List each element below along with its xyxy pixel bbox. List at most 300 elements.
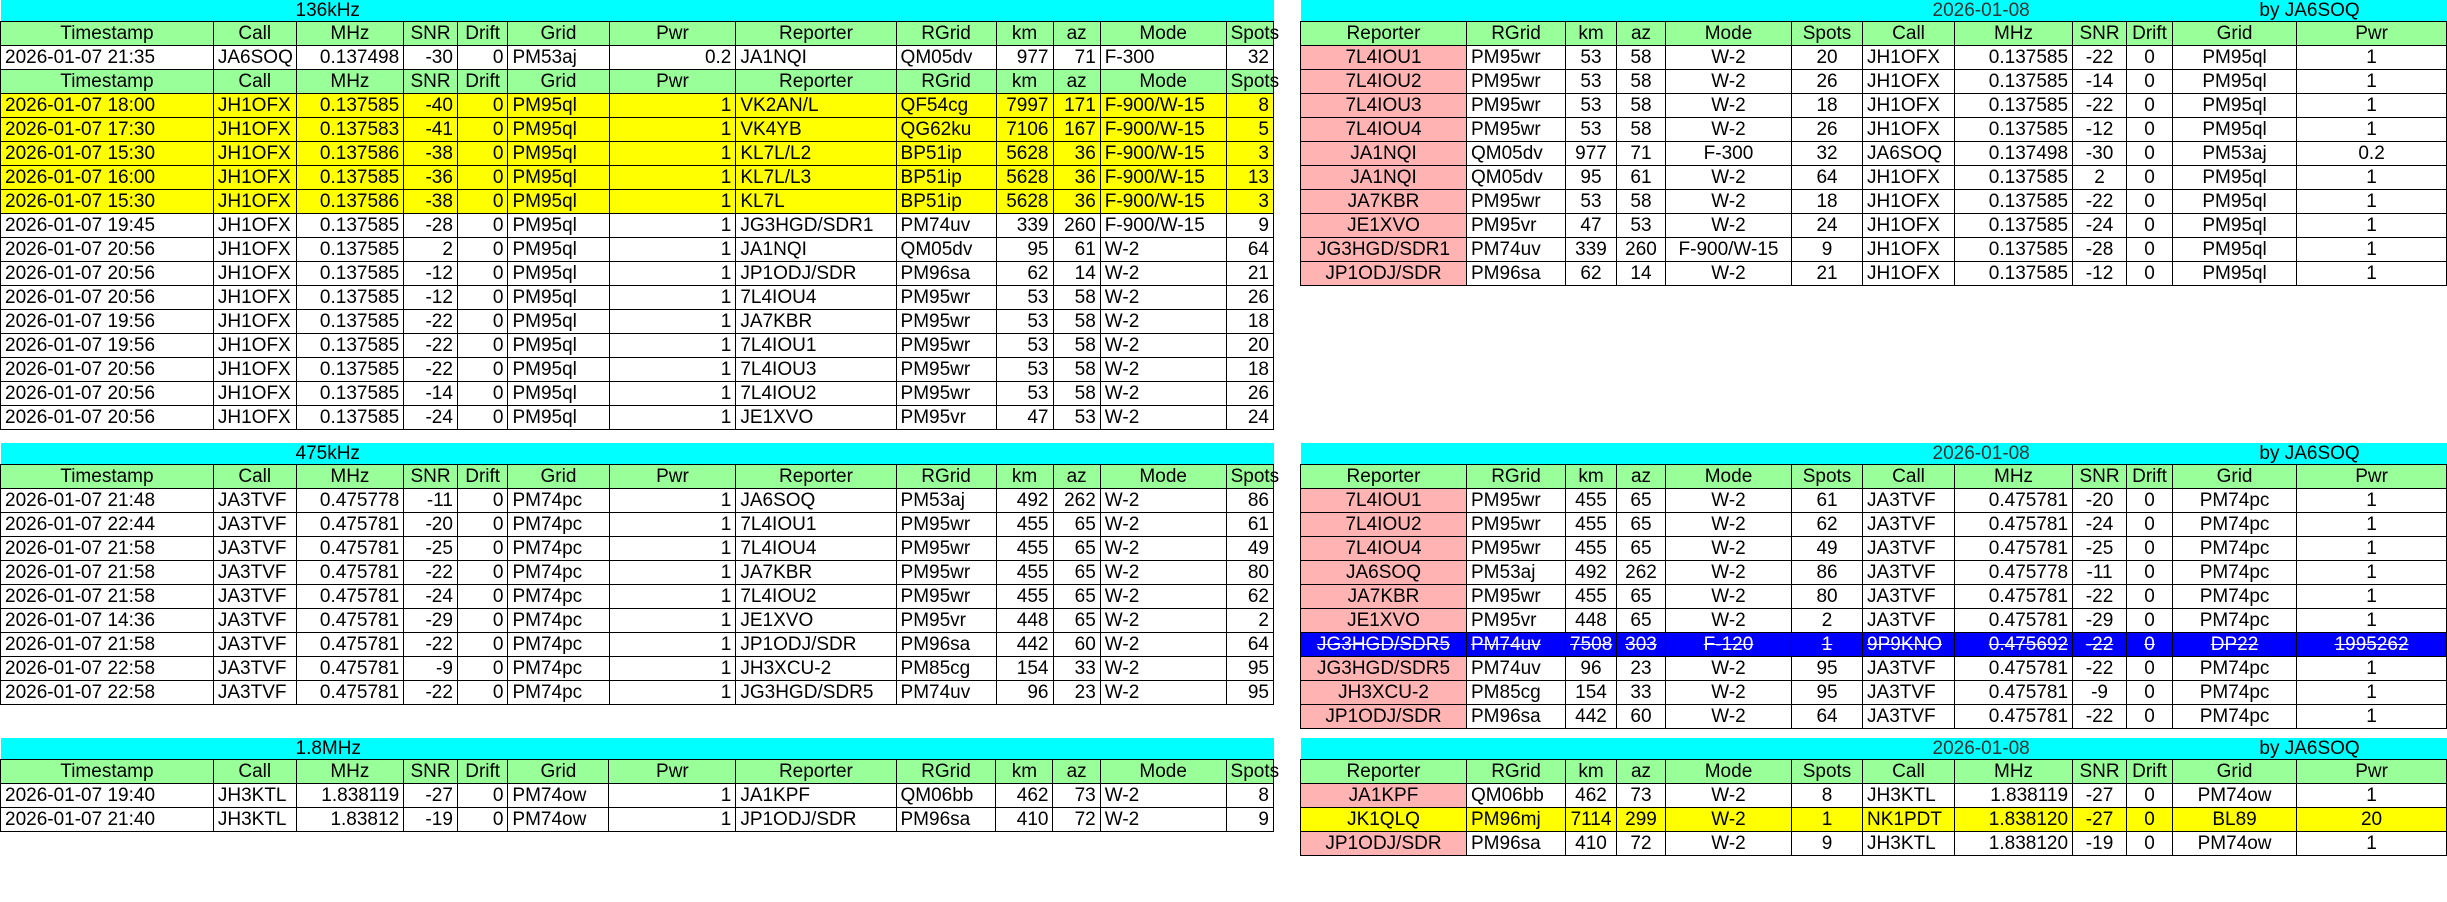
rgrid-cell: PM96mj (1467, 808, 1566, 832)
az-cell: 61 (1617, 166, 1666, 190)
mhz-cell: 0.137585 (1955, 214, 2073, 238)
az-cell: 53 (1053, 406, 1100, 430)
column-header: Grid (508, 22, 609, 46)
mode-cell: W-2 (1100, 382, 1226, 406)
drift-cell: 0 (457, 784, 508, 808)
mode-cell: W-2 (1666, 262, 1792, 286)
pwr-cell: 1 (2297, 513, 2447, 537)
spots-cell: 26 (1226, 382, 1273, 406)
reporter-cell: JA1KPF (736, 784, 896, 808)
table-row (1, 334, 1274, 358)
pwr-cell: 0.2 (609, 46, 736, 70)
drift-cell: 0 (457, 118, 508, 142)
drift-cell: 0 (2127, 808, 2173, 832)
snr-cell: -22 (404, 358, 458, 382)
spots-cell: 64 (1226, 633, 1273, 657)
column-header: Pwr (609, 760, 736, 784)
mhz-cell: 0.137585 (296, 382, 404, 406)
reporter-cell: VK2AN/L (736, 94, 896, 118)
table-row (1301, 46, 2447, 70)
snr-cell: -11 (404, 489, 458, 513)
table-row (1301, 190, 2447, 214)
column-header: Timestamp (1, 70, 214, 94)
call-cell: JH3KTL (1863, 832, 1955, 856)
call-cell: JA3TVF (213, 513, 296, 537)
table-row (1301, 489, 2447, 513)
mhz-cell: 0.475781 (296, 513, 404, 537)
mhz-cell: 0.137585 (296, 262, 404, 286)
call-cell: JA3TVF (1863, 705, 1955, 729)
km-cell: 339 (996, 214, 1053, 238)
grid-cell: PM95ql (508, 358, 609, 382)
snr-cell: -28 (2073, 238, 2127, 262)
reporter-cell: JP1ODJ/SDR (736, 262, 896, 286)
az-cell: 60 (1053, 633, 1100, 657)
grid-cell: PM95ql (508, 262, 609, 286)
mode-cell: W-2 (1100, 358, 1226, 382)
reporter-cell: JP1ODJ/SDR (1301, 262, 1467, 286)
az-cell: 65 (1053, 561, 1100, 585)
km-cell: 53 (1566, 190, 1617, 214)
az-cell: 58 (1617, 94, 1666, 118)
mhz-cell: 1.838120 (1955, 808, 2073, 832)
reporter-cell: KL7L/L2 (736, 142, 896, 166)
reporter-cell: JP1ODJ/SDR (1301, 832, 1467, 856)
rgrid-cell: PM95wr (1467, 118, 1566, 142)
reporter-cell: 7L4IOU2 (736, 585, 896, 609)
mhz-cell: 0.137585 (1955, 238, 2073, 262)
az-cell: 171 (1053, 94, 1100, 118)
column-header: az (1617, 465, 1666, 489)
grid-cell: PM74pc (2173, 705, 2297, 729)
call-cell: JH1OFX (213, 142, 296, 166)
band-label: 475kHz (1, 443, 1274, 465)
drift-cell: 0 (457, 262, 508, 286)
table-row (1, 190, 1274, 214)
column-header: Spots (1226, 70, 1273, 94)
grid-cell: PM74pc (508, 609, 609, 633)
mode-cell: W-2 (1666, 585, 1792, 609)
snr-cell: -9 (2073, 681, 2127, 705)
spots-cell: 64 (1792, 705, 1863, 729)
call-cell: JA3TVF (213, 537, 296, 561)
reporter-cell: JA1NQI (1301, 142, 1467, 166)
reporter-cell: 7L4IOU1 (736, 513, 896, 537)
snr-cell: -12 (404, 262, 458, 286)
rgrid-cell: PM95wr (896, 537, 996, 561)
column-header: km (996, 760, 1053, 784)
az-cell: 58 (1053, 310, 1100, 334)
mode-cell: W-2 (1666, 190, 1792, 214)
grid-cell: PM74pc (508, 513, 609, 537)
column-header: km (996, 22, 1053, 46)
snr-cell: -19 (404, 808, 458, 832)
mhz-cell: 0.137585 (1955, 262, 2073, 286)
table-row (1301, 238, 2447, 262)
drift-cell: 0 (2127, 190, 2173, 214)
grid-cell: PM74ow (2173, 784, 2297, 808)
drift-cell: 0 (457, 166, 508, 190)
snr-cell: -30 (404, 46, 458, 70)
km-cell: 96 (1566, 657, 1617, 681)
mode-cell: W-2 (1666, 489, 1792, 513)
grid-cell: PM74pc (2173, 681, 2297, 705)
column-header: RGrid (896, 70, 996, 94)
mhz-cell: 1.838119 (1955, 784, 2073, 808)
pwr-cell: 1 (2297, 489, 2447, 513)
column-header: Reporter (736, 465, 896, 489)
km-cell: 62 (1566, 262, 1617, 286)
reporter-cell: JA7KBR (736, 561, 896, 585)
call-cell: JA6SOQ (1863, 142, 1955, 166)
mhz-cell: 0.475781 (296, 633, 404, 657)
column-header: Reporter (1301, 22, 1467, 46)
km-cell: 7106 (996, 118, 1053, 142)
table-row (1301, 585, 2447, 609)
grid-cell: PM95ql (508, 214, 609, 238)
table-row (1301, 94, 2447, 118)
km-cell: 339 (1566, 238, 1617, 262)
reporter-cell: 7L4IOU1 (1301, 489, 1467, 513)
table-row (1, 382, 1274, 406)
call-cell: NK1PDT (1863, 808, 1955, 832)
timestamp-cell: 2026-01-07 20:56 (1, 262, 214, 286)
rgrid-cell: PM53aj (1467, 561, 1566, 585)
grid-cell: PM74pc (508, 537, 609, 561)
reporter-cell: JE1XVO (736, 406, 896, 430)
call-cell: JH1OFX (213, 262, 296, 286)
pwr-cell: 1 (609, 561, 736, 585)
spots-cell: 62 (1792, 513, 1863, 537)
az-cell: 65 (1617, 537, 1666, 561)
reporter-cell: 7L4IOU1 (736, 334, 896, 358)
spots-cell: 18 (1792, 190, 1863, 214)
snr-cell: -24 (404, 406, 458, 430)
grid-cell: PM95ql (508, 382, 609, 406)
drift-cell: 0 (457, 190, 508, 214)
mode-cell: W-2 (1666, 832, 1792, 856)
timestamp-cell: 2026-01-07 19:40 (1, 784, 214, 808)
spots-cell: 26 (1792, 118, 1863, 142)
az-cell: 260 (1617, 238, 1666, 262)
spots-cell: 3 (1226, 190, 1273, 214)
column-header: Spots (1792, 760, 1863, 784)
grid-cell: PM95ql (2173, 94, 2297, 118)
timestamp-cell: 2026-01-07 20:56 (1, 382, 214, 406)
drift-cell: 0 (457, 808, 508, 832)
spots-cell: 21 (1792, 262, 1863, 286)
az-cell: 14 (1617, 262, 1666, 286)
drift-cell: 0 (457, 310, 508, 334)
rgrid-cell: PM53aj (896, 489, 996, 513)
pwr-cell: 1 (609, 406, 736, 430)
mhz-cell: 0.475781 (296, 537, 404, 561)
table-row (1, 561, 1274, 585)
drift-cell: 0 (2127, 513, 2173, 537)
column-header: Spots (1792, 22, 1863, 46)
spots-cell: 26 (1226, 286, 1273, 310)
table-row (1, 808, 1274, 832)
az-cell: 58 (1053, 358, 1100, 382)
column-header: MHz (1955, 760, 2073, 784)
grid-cell: PM95ql (2173, 238, 2297, 262)
km-cell: 442 (996, 633, 1053, 657)
pwr-cell: 1 (2297, 94, 2447, 118)
timestamp-cell: 2026-01-07 17:30 (1, 118, 214, 142)
reporter-cell: JP1ODJ/SDR (736, 633, 896, 657)
reporter-cell: JA1KPF (1301, 784, 1467, 808)
mhz-cell: 0.137586 (296, 190, 404, 214)
rgrid-cell: PM96sa (896, 262, 996, 286)
column-header: RGrid (1467, 760, 1566, 784)
band-136khz-sent-table (0, 0, 1280, 430)
km-cell: 62 (996, 262, 1053, 286)
grid-cell: PM74pc (508, 681, 609, 705)
pwr-cell: 1 (609, 609, 736, 633)
column-header: SNR (404, 760, 458, 784)
rgrid-cell: PM95wr (1467, 190, 1566, 214)
reporter-cell: JA7KBR (1301, 585, 1467, 609)
mode-cell: W-2 (1666, 513, 1792, 537)
call-cell: JA6SOQ (213, 46, 296, 70)
table-row (1301, 262, 2447, 286)
column-header: az (1617, 22, 1666, 46)
km-cell: 53 (1566, 94, 1617, 118)
grid-cell: PM95ql (508, 286, 609, 310)
rgrid-cell: PM95wr (896, 513, 996, 537)
table-row (1, 238, 1274, 262)
table-row (1301, 657, 2447, 681)
reporter-cell: JK1QLQ (1301, 808, 1467, 832)
drift-cell: 0 (2127, 561, 2173, 585)
km-cell: 455 (1566, 537, 1617, 561)
column-header: Pwr (2297, 465, 2447, 489)
spots-cell: 2 (1226, 609, 1273, 633)
drift-cell: 0 (457, 657, 508, 681)
rgrid-cell: PM95wr (1467, 94, 1566, 118)
band-1-8mhz-sent-table (0, 738, 1280, 832)
rgrid-cell: PM95wr (1467, 585, 1566, 609)
drift-cell: 0 (2127, 609, 2173, 633)
column-header: Grid (2173, 760, 2297, 784)
table-row (1, 310, 1274, 334)
column-header: Drift (457, 760, 508, 784)
reporter-cell: 7L4IOU3 (736, 358, 896, 382)
mode-cell: W-2 (1666, 118, 1792, 142)
snr-cell: -38 (404, 142, 458, 166)
rgrid-cell: PM95wr (896, 382, 996, 406)
rgrid-cell: PM96sa (896, 808, 996, 832)
call-cell: JH3KTL (213, 784, 296, 808)
timestamp-cell: 2026-01-07 19:56 (1, 310, 214, 334)
az-cell: 61 (1053, 238, 1100, 262)
km-cell: 53 (996, 286, 1053, 310)
drift-cell: 0 (2127, 118, 2173, 142)
km-cell: 154 (1566, 681, 1617, 705)
km-cell: 455 (996, 561, 1053, 585)
az-cell: 303 (1617, 633, 1666, 657)
spots-cell: 8 (1226, 94, 1273, 118)
mode-cell: W-2 (1100, 286, 1226, 310)
mhz-cell: 0.137585 (296, 406, 404, 430)
timestamp-cell: 2026-01-07 16:00 (1, 166, 214, 190)
pwr-cell: 1 (609, 489, 736, 513)
reporter-cell: JG3HGD/SDR5 (1301, 657, 1467, 681)
column-header: Spots (1792, 465, 1863, 489)
pwr-cell: 1 (609, 118, 736, 142)
table-row (1, 657, 1274, 681)
column-header: az (1053, 22, 1100, 46)
snr-cell: -38 (404, 190, 458, 214)
grid-cell: PM95ql (2173, 214, 2297, 238)
rgrid-cell: PM95wr (896, 561, 996, 585)
rgrid-cell: PM96sa (1467, 832, 1566, 856)
km-cell: 154 (996, 657, 1053, 681)
spots-cell: 26 (1792, 70, 1863, 94)
mode-cell: F-900/W-15 (1666, 238, 1792, 262)
az-cell: 72 (1053, 808, 1100, 832)
pwr-cell: 1 (609, 382, 736, 406)
table-row (1, 142, 1274, 166)
mhz-cell: 0.137498 (1955, 142, 2073, 166)
mhz-cell: 0.137585 (1955, 118, 2073, 142)
rgrid-cell: QM05dv (1467, 142, 1566, 166)
snr-cell: -22 (2073, 657, 2127, 681)
column-header: SNR (404, 22, 458, 46)
timestamp-cell: 2026-01-07 19:56 (1, 334, 214, 358)
table-row (1301, 166, 2447, 190)
snr-cell: -22 (404, 561, 458, 585)
drift-cell: 0 (457, 513, 508, 537)
az-cell: 65 (1053, 537, 1100, 561)
rgrid-cell: PM96sa (896, 633, 996, 657)
timestamp-cell: 2026-01-07 21:58 (1, 633, 214, 657)
drift-cell: 0 (2127, 489, 2173, 513)
column-header: RGrid (896, 465, 996, 489)
call-cell: JH1OFX (213, 118, 296, 142)
snr-cell: -12 (2073, 118, 2127, 142)
spots-cell: 95 (1792, 681, 1863, 705)
call-cell: 9P9KNO (1863, 633, 1955, 657)
az-cell: 65 (1617, 609, 1666, 633)
az-cell: 72 (1617, 832, 1666, 856)
rgrid-cell: PM95wr (1467, 70, 1566, 94)
reporter-cell: JH3XCU-2 (736, 657, 896, 681)
mode-cell: W-2 (1666, 784, 1792, 808)
grid-cell: DP22 (2173, 633, 2297, 657)
call-cell: JH1OFX (1863, 166, 1955, 190)
mode-cell: W-2 (1100, 310, 1226, 334)
grid-cell: PM95ql (2173, 46, 2297, 70)
snr-cell: -22 (2073, 94, 2127, 118)
drift-cell: 0 (457, 94, 508, 118)
km-cell: 455 (996, 537, 1053, 561)
reporter-cell: JA7KBR (1301, 190, 1467, 214)
rgrid-cell: PM74uv (1467, 633, 1566, 657)
mode-cell: W-2 (1100, 513, 1226, 537)
rgrid-cell: QM06bb (896, 784, 996, 808)
snr-cell: 2 (404, 238, 458, 262)
call-cell: JA3TVF (1863, 681, 1955, 705)
mode-cell: F-900/W-15 (1100, 118, 1226, 142)
rgrid-cell: PM95wr (1467, 46, 1566, 70)
call-cell: JH1OFX (1863, 214, 1955, 238)
column-header: Spots (1226, 22, 1273, 46)
timestamp-cell: 2026-01-07 22:58 (1, 681, 214, 705)
pwr-cell: 1 (609, 808, 736, 832)
pwr-cell: 1 (609, 358, 736, 382)
column-header: Pwr (2297, 760, 2447, 784)
spots-cell: 1 (1792, 808, 1863, 832)
mode-cell: W-2 (1666, 214, 1792, 238)
mhz-cell: 0.475781 (1955, 513, 2073, 537)
report-author: by JA6SOQ (2173, 443, 2447, 465)
rgrid-cell: PM85cg (896, 657, 996, 681)
column-header: az (1053, 465, 1100, 489)
mode-cell: F-300 (1666, 142, 1792, 166)
pwr-cell: 1 (2297, 190, 2447, 214)
drift-cell: 0 (457, 334, 508, 358)
rgrid-cell: PM95wr (896, 358, 996, 382)
mhz-cell: 0.137586 (296, 142, 404, 166)
pwr-cell: 1 (2297, 214, 2447, 238)
rgrid-cell: BP51ip (896, 142, 996, 166)
reporter-cell: 7L4IOU2 (736, 382, 896, 406)
mhz-cell: 0.137585 (1955, 70, 2073, 94)
snr-cell: -20 (404, 513, 458, 537)
timestamp-cell: 2026-01-07 21:35 (1, 46, 214, 70)
km-cell: 47 (1566, 214, 1617, 238)
spots-cell: 32 (1226, 46, 1273, 70)
mode-cell: W-2 (1100, 784, 1226, 808)
snr-cell: -22 (404, 310, 458, 334)
call-cell: JA3TVF (1863, 657, 1955, 681)
spots-cell: 80 (1226, 561, 1273, 585)
reporter-cell: JE1XVO (1301, 214, 1467, 238)
spots-cell: 8 (1792, 784, 1863, 808)
mode-cell: W-2 (1100, 561, 1226, 585)
table-row (1301, 784, 2447, 808)
km-cell: 448 (996, 609, 1053, 633)
spots-cell: 8 (1226, 784, 1273, 808)
column-header: RGrid (1467, 465, 1566, 489)
reporter-cell: JA1NQI (1301, 166, 1467, 190)
column-header: Drift (2127, 760, 2173, 784)
mode-cell: W-2 (1666, 537, 1792, 561)
column-header: Call (213, 465, 296, 489)
rgrid-cell: PM95vr (896, 609, 996, 633)
rgrid-cell: PM95wr (896, 334, 996, 358)
mode-cell: W-2 (1100, 585, 1226, 609)
az-cell: 262 (1053, 489, 1100, 513)
snr-cell: -29 (404, 609, 458, 633)
column-header: RGrid (896, 760, 996, 784)
column-header: Pwr (609, 70, 736, 94)
mode-cell: W-2 (1100, 808, 1226, 832)
mode-cell: W-2 (1666, 681, 1792, 705)
spots-cell: 64 (1226, 238, 1273, 262)
call-cell: JA3TVF (1863, 537, 1955, 561)
table-row (1, 406, 1274, 430)
mode-cell: W-2 (1666, 657, 1792, 681)
column-header: Grid (508, 70, 609, 94)
header-row (1301, 760, 2447, 784)
rgrid-cell: PM95vr (1467, 214, 1566, 238)
call-cell: JH1OFX (1863, 70, 1955, 94)
column-header: Timestamp (1, 22, 214, 46)
reporter-cell: JE1XVO (1301, 609, 1467, 633)
pwr-cell: 1 (2297, 609, 2447, 633)
